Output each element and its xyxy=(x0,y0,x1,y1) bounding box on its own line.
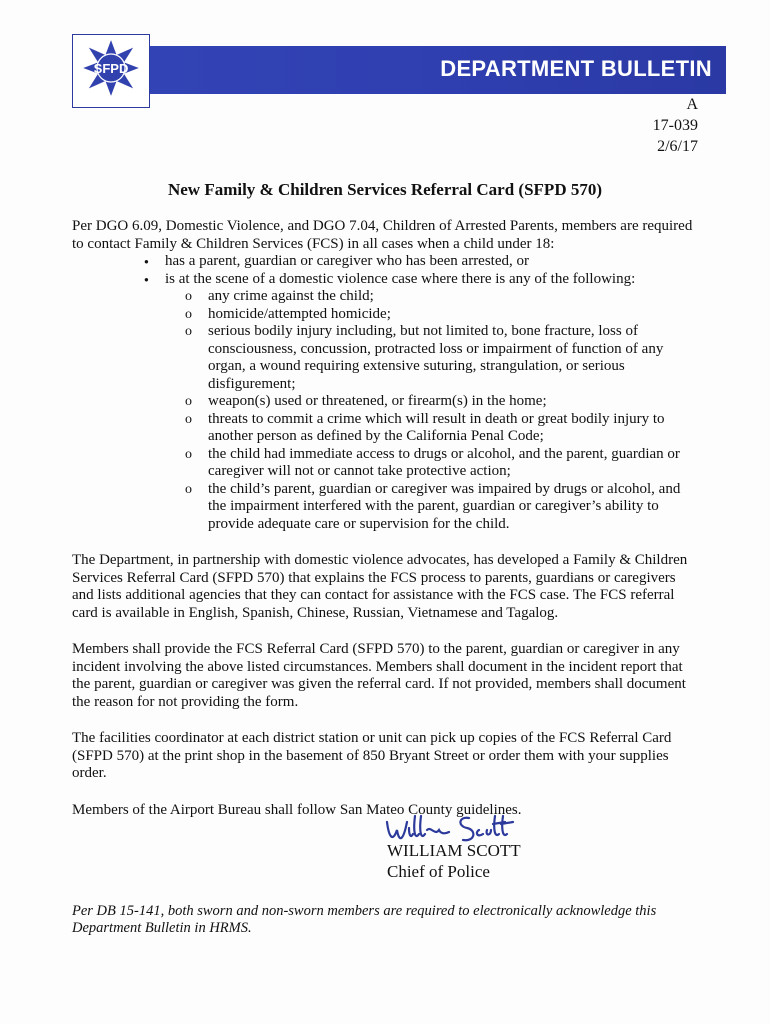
signatory-name: WILLIAM SCOTT xyxy=(387,841,521,860)
document-title: New Family & Children Services Referral Card (SFPD 570) xyxy=(167,180,603,199)
dv-condition-item: o threats to commit a crime which will result in death or great bodily injury to another person as defined by the California Penal Code; xyxy=(72,411,697,446)
dv-condition-item: o homicide/attempted homicide; xyxy=(72,306,697,324)
dv-condition-item: o the child’s parent, guardian or caregiver was impaired by drugs or alcohol, and the impairment interfered with the parent, guardian or caregiver’s ability to provide adequate care or supervision for the child. xyxy=(72,481,697,534)
intro-paragraph: Per DGO 6.09, Domestic Violence, and DGO 7.04, Children of Arrested Parents, members are required to contact Family & Children Services (FCS) in all cases when a child under 18: xyxy=(72,218,693,252)
document-body xyxy=(72,218,697,819)
body-paragraph: Members of the Airport Bureau shall follow San Mateo County guidelines. xyxy=(72,801,522,818)
dv-condition-item: o serious bodily injury including, but not limited to, bone fracture, loss of consciousness, concussion, protracted loss or impairment of function of any organ, a wound requiring extensive suturing, strangulation, or serious disfigurement; xyxy=(72,323,697,393)
body-paragraph: The facilities coordinator at each district station or unit can pick up copies of the FCS Referral Card (SFPD 570) at the print shop in the basement of 850 Bryant Street or order them with your supplies order. xyxy=(72,730,672,781)
logo-text: SFPD xyxy=(93,61,129,76)
bulletin-series: A xyxy=(686,96,698,113)
bulletin-meta xyxy=(653,94,698,157)
criteria-list xyxy=(72,253,697,533)
bulletin-date: 2/6/17 xyxy=(657,138,698,155)
body-paragraph: The Department, in partnership with domestic violence advocates, has developed a Family & Children Services Referral Card (SFPD 570) that explains the FCS process to parents, guardians or caregivers and lists additional agencies that they can contact for assistance with the FCS case. The FCS referral card is available in English, Spanish, Chinese, Russian, Vietnamese and Tagalog. xyxy=(72,552,688,621)
criteria-item: ● has a parent, guardian or caregiver who has been arrested, or xyxy=(72,253,697,271)
dv-condition-item: o weapon(s) used or threatened, or firearm(s) in the home; xyxy=(72,393,697,411)
signatory-title: Chief of Police xyxy=(387,862,490,881)
dv-conditions-list xyxy=(165,288,697,533)
department-bulletin-banner xyxy=(106,46,726,94)
banner-title: DEPARTMENT BULLETIN xyxy=(440,56,712,81)
bulletin-number: 17-039 xyxy=(652,117,698,134)
dv-condition-item: o the child had immediate access to drugs or alcohol, and the parent, guardian or caregiver will not or cannot take protective action; xyxy=(72,446,697,481)
sfpd-star-badge-icon xyxy=(79,36,143,100)
acknowledgement-footer: Per DB 15-141, both sworn and non-sworn members are required to electronically acknowledge this Department Bulletin in HRMS. xyxy=(72,903,657,936)
criteria-item xyxy=(72,271,697,534)
dv-condition-item: o any crime against the child; xyxy=(72,288,697,306)
body-paragraph: Members shall provide the FCS Referral Card (SFPD 570) to the parent, guardian or caregiver in any incident involving the above listed circumstances. Members shall document in the incident report that the parent, guardian or caregiver was given the referral card. If not provided, members shall document the reason for not providing the form. xyxy=(72,641,686,710)
criteria-item-text: is at the scene of a domestic violence case where there is any of the following: xyxy=(165,270,636,287)
